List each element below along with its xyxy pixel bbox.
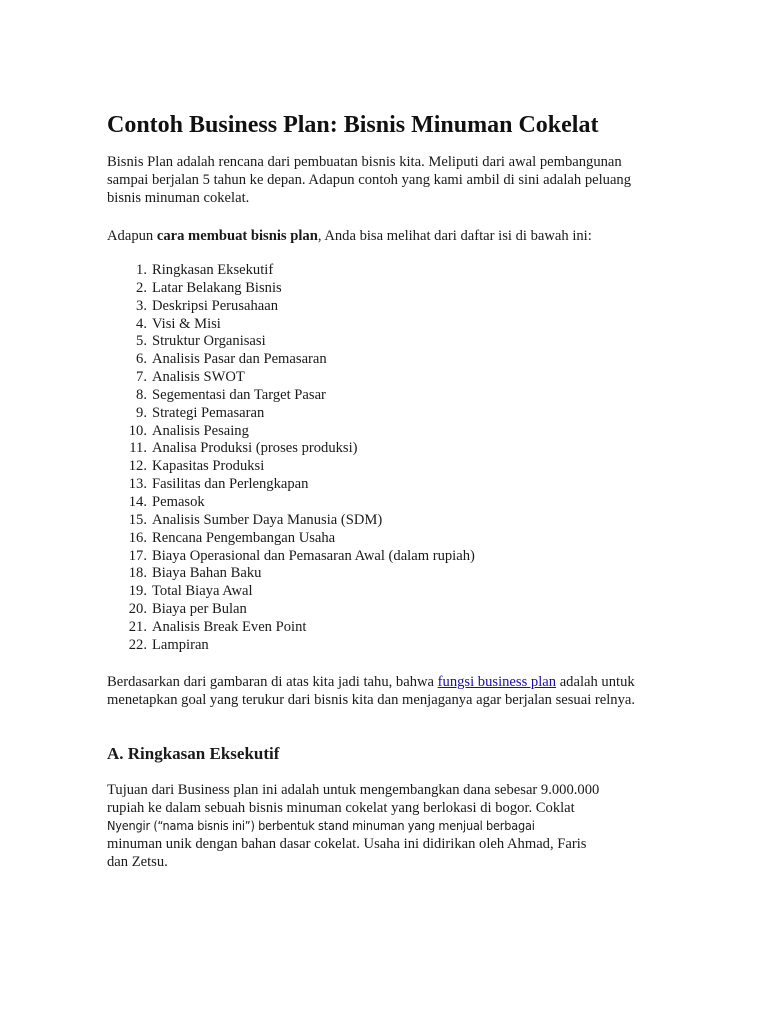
toc-item-number: 2. <box>136 279 147 296</box>
section-a-paragraph <box>107 781 652 871</box>
toc-item <box>107 548 475 566</box>
toc-item <box>107 530 475 548</box>
section-a-line-3: Nyengir (“nama bisnis ini”) berbentuk stand minuman yang menjual berbagai <box>107 818 535 833</box>
toc-item-number: 10. <box>128 422 147 439</box>
toc-item-number: 11. <box>129 440 147 457</box>
toc-item-label: Analisis Sumber Daya Manusia (SDM) <box>152 511 383 528</box>
toc-item-label: Deskripsi Perusahaan <box>152 297 279 314</box>
toc-item-label: Struktur Organisasi <box>152 333 266 350</box>
intro-paragraph: Bisnis Plan adalah rencana dari pembuatan bisnis kita. Meliputi dari awal pembangunan sampai berjalan 5 tahun ke depan. Adapun contoh yang kami ambil di sini adalah peluang bisnis minuman cokelat. <box>107 154 632 206</box>
toc-intro-bold: cara membuat bisnis plan <box>156 228 318 244</box>
toc-item-number: 5. <box>136 333 147 350</box>
toc-item <box>107 298 475 316</box>
section-a-heading: A. Ringkasan Eksekutif <box>107 744 280 763</box>
toc-item-label: Analisis Pasar dan Pemasaran <box>152 351 327 368</box>
toc-item <box>107 583 475 601</box>
toc-item-label: Ringkasan Eksekutif <box>152 262 274 278</box>
fungsi-business-plan-link[interactable]: fungsi business plan <box>437 674 557 690</box>
toc-item-number: 21. <box>128 618 147 635</box>
toc-item-number: 8. <box>136 386 147 403</box>
toc-item-number: 19. <box>128 583 147 600</box>
toc-item-label: Analisis Break Even Point <box>152 618 307 635</box>
toc-item-number: 9. <box>136 404 147 421</box>
toc-item <box>107 619 475 637</box>
toc-item <box>107 405 475 423</box>
toc-item-number: 22. <box>128 636 147 653</box>
summary-text: Berdasarkan dari gambaran di atas kita jadi tahu, bahwa <box>107 674 438 690</box>
toc-item <box>107 387 475 405</box>
toc-intro-paragraph <box>107 227 652 245</box>
toc-item <box>107 637 475 655</box>
toc-item-number: 17. <box>128 547 147 564</box>
toc-item-label: Strategi Pemasaran <box>152 404 265 421</box>
toc-item-label: Biaya Operasional dan Pemasaran Awal (dalam rupiah) <box>152 547 475 564</box>
toc-item-label: Analisa Produksi (proses produksi) <box>152 440 358 457</box>
toc-item-label: Total Biaya Awal <box>152 583 253 600</box>
toc-item-label: Visi & Misi <box>152 315 221 332</box>
toc-item-number: 1. <box>136 262 147 278</box>
toc-item-label: Biaya Bahan Baku <box>152 565 262 582</box>
toc-intro-text: Adapun <box>107 228 157 244</box>
toc-item-number: 12. <box>128 458 147 475</box>
section-a-line-2: rupiah ke dalam sebuah bisnis minuman cokelat yang berlokasi di bogor. Coklat <box>107 800 575 816</box>
toc-item-label: Analisis Pesaing <box>152 422 249 439</box>
toc-item <box>107 494 475 512</box>
toc-item <box>107 476 475 494</box>
toc-item <box>107 333 475 351</box>
toc-item-label: Kapasitas Produksi <box>152 458 265 475</box>
toc-item <box>107 369 475 387</box>
toc-item <box>107 316 475 334</box>
page-title: Contoh Business Plan: Bisnis Minuman Cokelat <box>107 112 599 138</box>
toc-item <box>107 440 475 458</box>
toc-item-number: 7. <box>136 369 147 386</box>
toc-item <box>107 351 475 369</box>
toc-item <box>107 601 475 619</box>
toc-item-label: Rencana Pengembangan Usaha <box>152 529 336 546</box>
toc-item-label: Biaya per Bulan <box>152 601 247 618</box>
toc-item-label: Fasilitas dan Perlengkapan <box>152 476 309 493</box>
toc-item-label: Pemasok <box>152 493 205 510</box>
toc-item-number: 18. <box>128 565 147 582</box>
table-of-contents <box>107 262 475 655</box>
toc-item-label: Analisis SWOT <box>152 369 245 386</box>
toc-item-number: 20. <box>128 601 147 618</box>
toc-item-label: Lampiran <box>152 636 209 653</box>
toc-item <box>107 512 475 530</box>
toc-item-label: Latar Belakang Bisnis <box>152 279 282 296</box>
toc-item-number: 3. <box>136 297 147 314</box>
toc-item-number: 15. <box>128 511 147 528</box>
toc-item <box>107 280 475 298</box>
summary-paragraph <box>107 673 652 709</box>
toc-item <box>107 262 475 280</box>
toc-item-number: 14. <box>128 493 147 510</box>
toc-item-number: 4. <box>136 315 147 332</box>
toc-intro-text-end: , Anda bisa melihat dari daftar isi di bawah ini: <box>317 228 592 244</box>
section-a-line-5: dan Zetsu. <box>107 854 168 870</box>
toc-item <box>107 565 475 583</box>
toc-item-label: Segementasi dan Target Pasar <box>152 386 326 403</box>
toc-item <box>107 458 475 476</box>
toc-item-number: 16. <box>128 529 147 546</box>
toc-item <box>107 423 475 441</box>
toc-item-number: 6. <box>136 351 147 368</box>
section-a-line-1: Tujuan dari Business plan ini adalah untuk mengembangkan dana sebesar 9.000.000 <box>107 782 600 798</box>
summary-text-end: adalah untuk menetapkan goal yang terukur dari bisnis kita dan menjaganya agar berjalan sesuai relnya. <box>107 674 636 708</box>
section-a-line-4: minuman unik dengan bahan dasar cokelat. Usaha ini didirikan oleh Ahmad, Faris <box>107 836 587 852</box>
toc-item-number: 13. <box>128 476 147 493</box>
